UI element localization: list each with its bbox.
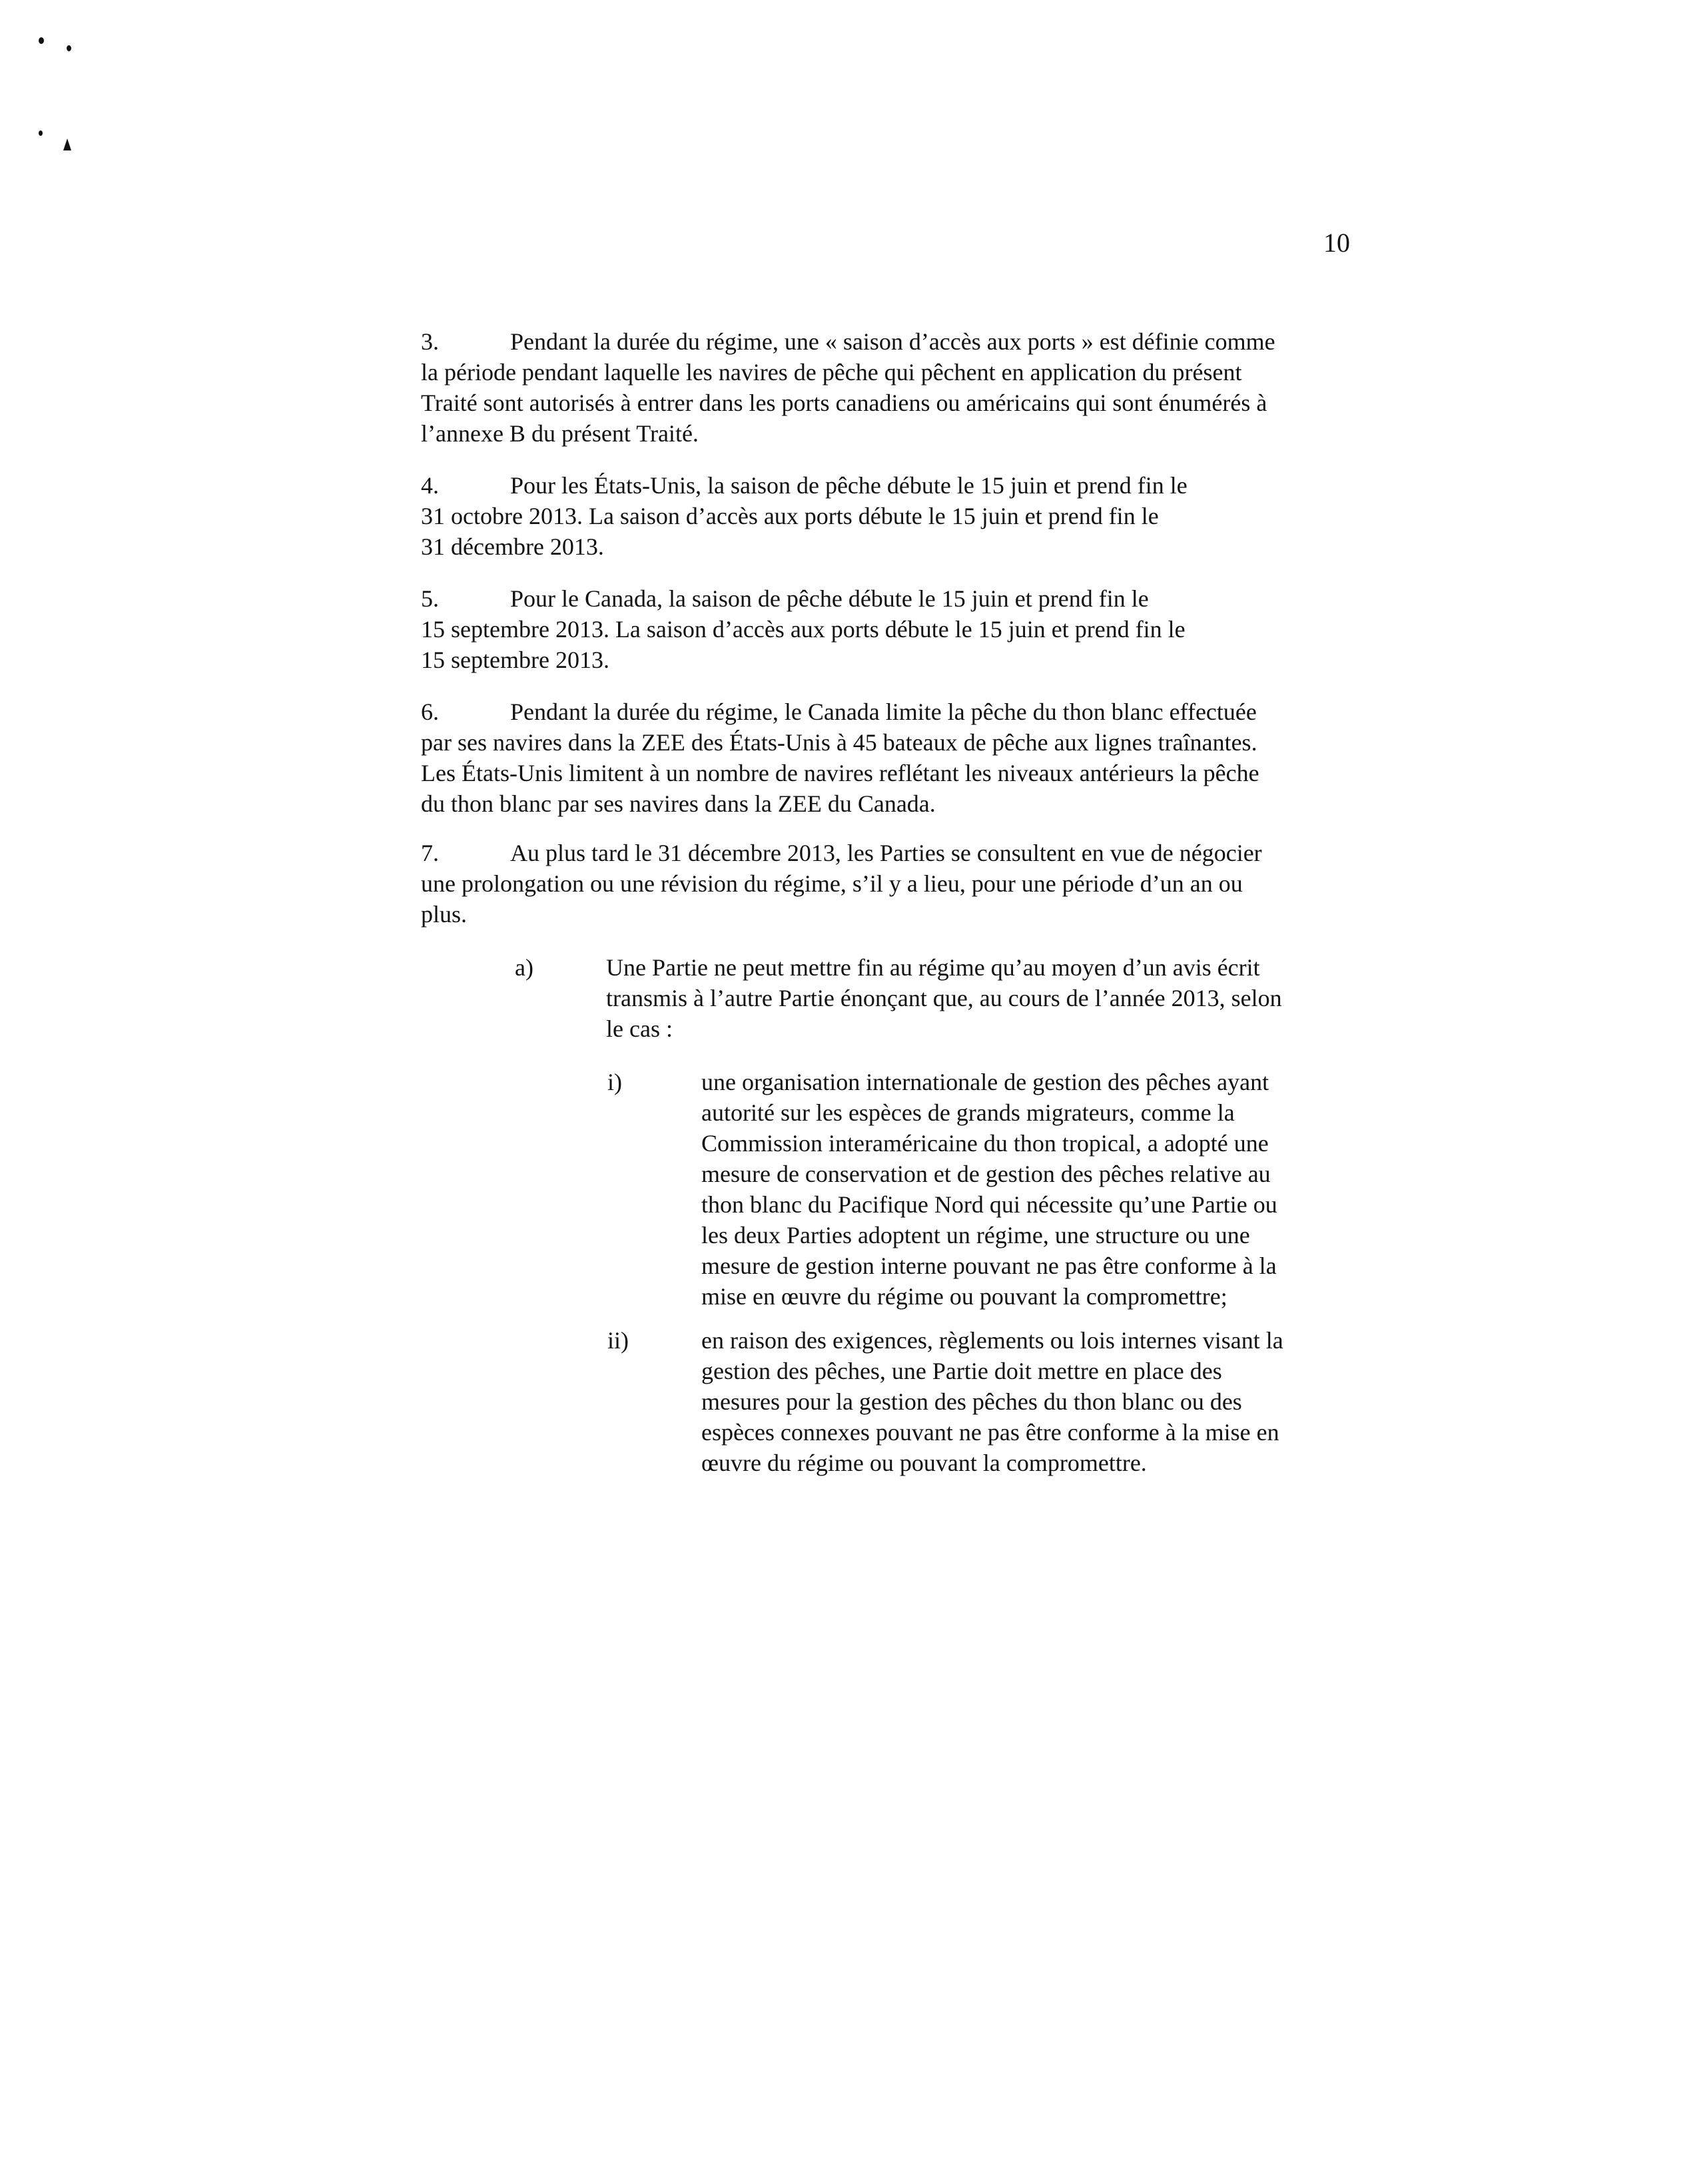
subitem-line: espèces connexes pouvant ne pas être conforme à la mise en [701, 1419, 1279, 1446]
paragraph-5 [421, 583, 1353, 675]
subitem-line: mesures pour la gestion des pêches du thon blanc ou des [701, 1388, 1242, 1415]
paragraph-number: 5. [421, 585, 439, 612]
paragraph-line: 3. Pendant la durée du régime, une « saison d’accès aux ports » est définie comme [421, 326, 1353, 357]
subitem-line: gestion des pêches, une Partie doit mettre en place des [701, 1358, 1222, 1384]
subitem-marker: i) [607, 1069, 622, 1095]
subitem-line: Commission interaméricaine du thon tropical, a adopté une [701, 1130, 1269, 1157]
paragraph-number: 6. [421, 698, 439, 725]
subitem-text [701, 1067, 1367, 1312]
paragraph-line: 15 septembre 2013. La saison d’accès aux ports débute le 15 juin et prend fin le [421, 616, 1185, 643]
paragraph-line: 7. Au plus tard le 31 décembre 2013, les Parties se consultent en vue de négocier [421, 838, 1353, 868]
paragraph-line: du thon blanc par ses navires dans la ZEE du Canada. [421, 790, 936, 817]
subitem-i [0, 1067, 1693, 1320]
paragraph-line: 31 octobre 2013. La saison d’accès aux ports débute le 15 juin et prend fin le [421, 503, 1159, 529]
subitem-line: en raison des exigences, règlements ou lois internes visant la [701, 1327, 1283, 1354]
paragraph-line: l’annexe B du présent Traité. [421, 420, 699, 447]
subitem-line: autorité sur les espèces de grands migrateurs, comme la [701, 1099, 1235, 1126]
scan-speck [63, 138, 71, 150]
paragraph-line: plus. [421, 901, 468, 928]
scan-speck [67, 45, 71, 51]
paragraph-line: 31 décembre 2013. [421, 533, 604, 560]
paragraph-line: Traité sont autorisés à entrer dans les ports canadiens ou américains qui sont énumérés à [421, 390, 1267, 416]
paragraph-line: 4. Pour les États-Unis, la saison de pêche débute le 15 juin et prend fin le [421, 470, 1353, 501]
paragraph-line: 5. Pour le Canada, la saison de pêche débute le 15 juin et prend fin le [421, 583, 1353, 614]
paragraph-line: par ses navires dans la ZEE des États-Unis à 45 bateaux de pêche aux lignes traînantes. [421, 729, 1257, 756]
subitem-ii [0, 1325, 1693, 1485]
subitem-line: les deux Parties adoptent un régime, une structure ou une [701, 1222, 1250, 1248]
paragraph-6 [421, 696, 1353, 819]
page-number: 10 [1323, 228, 1350, 258]
paragraph-4 [421, 470, 1353, 562]
paragraph-number: 3. [421, 328, 439, 355]
subitem-a [0, 952, 1693, 1052]
subitem-line: thon blanc du Pacifique Nord qui nécessite qu’une Partie ou [701, 1191, 1277, 1218]
paragraph-line: Les États-Unis limitent à un nombre de navires reflétant les niveaux antérieurs la pêche [421, 760, 1259, 786]
subitem-line: mise en œuvre du régime ou pouvant la compromettre; [701, 1283, 1227, 1310]
scan-speck [39, 37, 44, 44]
paragraph-line: 6. Pendant la durée du régime, le Canada limite la pêche du thon blanc effectuée [421, 696, 1353, 727]
subitem-line: une organisation internationale de gestion des pêches ayant [701, 1069, 1269, 1095]
paragraph-line: 15 septembre 2013. [421, 647, 609, 673]
paragraph-3 [421, 326, 1353, 449]
subitem-line: mesure de gestion interne pouvant ne pas être conforme à la [701, 1252, 1277, 1279]
paragraph-7 [421, 838, 1353, 930]
subitem-line: mesure de conservation et de gestion des pêches relative au [701, 1161, 1271, 1187]
subitem-text [701, 1325, 1367, 1478]
paragraph-number: 7. [421, 840, 439, 866]
paragraph-number: 4. [421, 472, 439, 499]
subitem-marker: ii) [607, 1327, 629, 1354]
subitem-text [606, 952, 1365, 1044]
subitem-line: transmis à l’autre Partie énonçant que, au cours de l’année 2013, selon [606, 985, 1282, 1011]
subitem-marker: a) [515, 954, 533, 981]
paragraph-line: une prolongation ou une révision du régime, s’il y a lieu, pour une période d’un an ou [421, 870, 1243, 897]
scan-speck [39, 131, 43, 136]
paragraph-line: la période pendant laquelle les navires de pêche qui pêchent en application du présent [421, 359, 1242, 386]
subitem-line: œuvre du régime ou pouvant la compromettre. [701, 1450, 1147, 1476]
subitem-line: Une Partie ne peut mettre fin au régime qu’au moyen d’un avis écrit [606, 954, 1260, 981]
subitem-line: le cas : [606, 1015, 673, 1042]
